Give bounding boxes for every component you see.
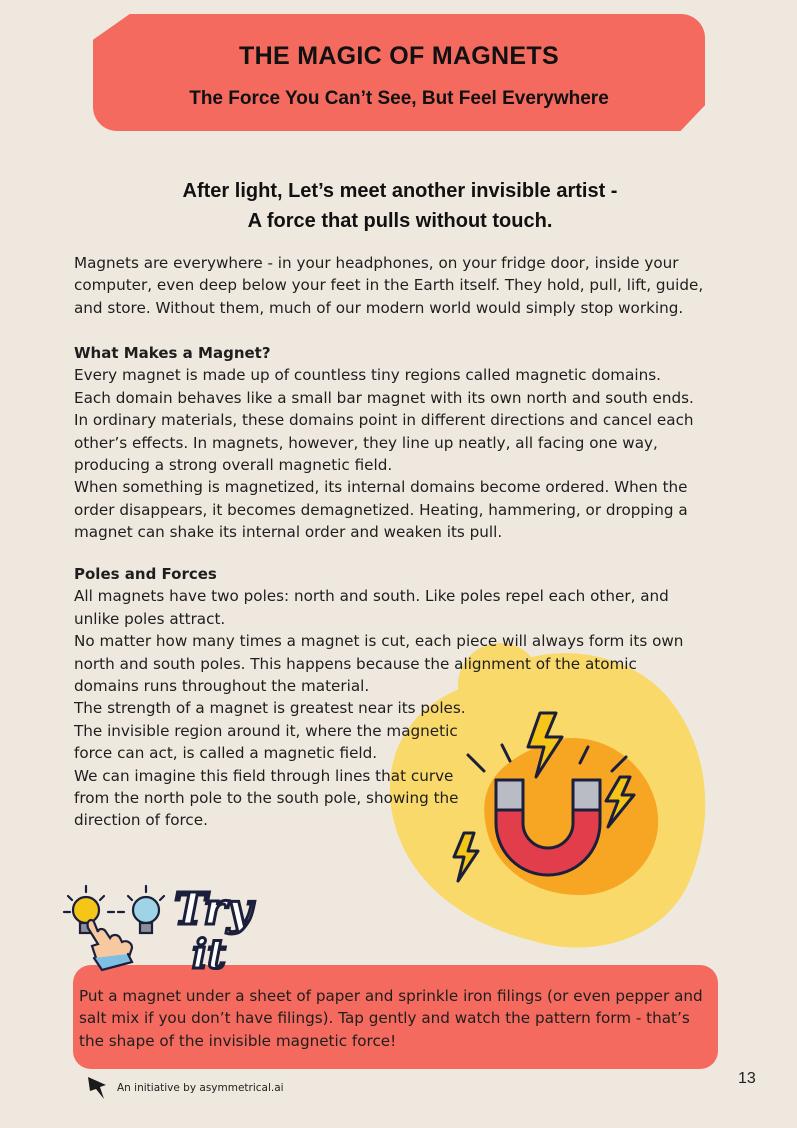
title-banner bbox=[93, 14, 705, 131]
paragraph-line: Every magnet is made up of countless tiny regions called magnetic domains. bbox=[74, 366, 661, 385]
try-it-line: salt mix if you don’t have filings). Tap gently and watch the pattern form - that’s bbox=[79, 1009, 690, 1028]
paragraph-line: unlike poles attract. bbox=[74, 609, 226, 628]
paragraph-line: other’s effects. In magnets, however, they line up neatly, all facing one way, bbox=[74, 433, 658, 452]
bird-logo-icon bbox=[86, 1075, 110, 1101]
page-number: 13 bbox=[738, 1070, 756, 1087]
paragraph-line: from the north pole to the south pole, showing the bbox=[74, 789, 459, 808]
paragraph-line: Magnets are everywhere - in your headphones, on your fridge door, inside your bbox=[74, 254, 679, 272]
footer-credit: An initiative by asymmetrical.ai bbox=[117, 1082, 284, 1094]
paragraph-line: north and south poles. This happens because the alignment of the atomic bbox=[74, 654, 637, 673]
paragraph-line: computer, even deep below your feet in the Earth itself. They hold, pull, lift, guide, bbox=[74, 276, 704, 295]
paragraph-line: Each domain behaves like a small bar magnet with its own north and south ends. bbox=[74, 388, 694, 407]
paragraph-line: The invisible region around it, where the magnetic bbox=[74, 721, 458, 740]
section-heading: What Makes a Magnet? bbox=[74, 344, 271, 362]
section-what-makes-a-magnet bbox=[74, 342, 724, 544]
paragraph-line: order disappears, it becomes demagnetized. Heating, hammering, or dropping a bbox=[74, 500, 688, 519]
intro-paragraph bbox=[74, 252, 724, 319]
paragraph-line: force can act, is called a magnetic field. bbox=[74, 744, 378, 763]
try-it-badge-icon bbox=[62, 872, 282, 972]
try-it-text bbox=[79, 985, 719, 1052]
paragraph-line: When something is magnetized, its internal domains become ordered. When the bbox=[74, 478, 688, 497]
try-it-line: the shape of the invisible magnetic force! bbox=[79, 1031, 397, 1050]
intro-line: After light, Let’s meet another invisible artist - bbox=[182, 180, 618, 202]
intro-line: A force that pulls without touch. bbox=[247, 210, 553, 232]
paragraph-line: magnet can shake its internal order and weaken its pull. bbox=[74, 523, 503, 542]
paragraph-line: No matter how many times a magnet is cut, each piece will always form its own bbox=[74, 632, 684, 651]
it-lettering: it bbox=[192, 931, 226, 972]
paragraph-line: and store. Without them, much of our modern world would simply stop working. bbox=[74, 298, 684, 317]
paragraph-line: The strength of a magnet is greatest near its poles. bbox=[74, 699, 466, 718]
paragraph-line: producing a strong overall magnetic field. bbox=[74, 456, 393, 475]
paragraph-line: We can imagine this field through lines that curve bbox=[74, 766, 454, 785]
section-heading: Poles and Forces bbox=[74, 565, 217, 583]
paragraph-line: In ordinary materials, these domains point in different directions and cancel each bbox=[74, 411, 694, 430]
page-title: THE MAGIC OF MAGNETS bbox=[239, 42, 559, 70]
page-subtitle: The Force You Can’t See, But Feel Everywhere bbox=[189, 88, 609, 109]
intro-heading bbox=[60, 176, 740, 236]
horseshoe-magnet-icon bbox=[448, 705, 648, 895]
paragraph-line: direction of force. bbox=[74, 811, 208, 830]
try-it-line: Put a magnet under a sheet of paper and sprinkle iron filings (or even pepper and bbox=[79, 987, 703, 1005]
paragraph-line: domains runs throughout the material. bbox=[74, 677, 370, 696]
paragraph-line: All magnets have two poles: north and south. Like poles repel each other, and bbox=[74, 587, 669, 606]
try-lettering: Try bbox=[174, 884, 253, 935]
